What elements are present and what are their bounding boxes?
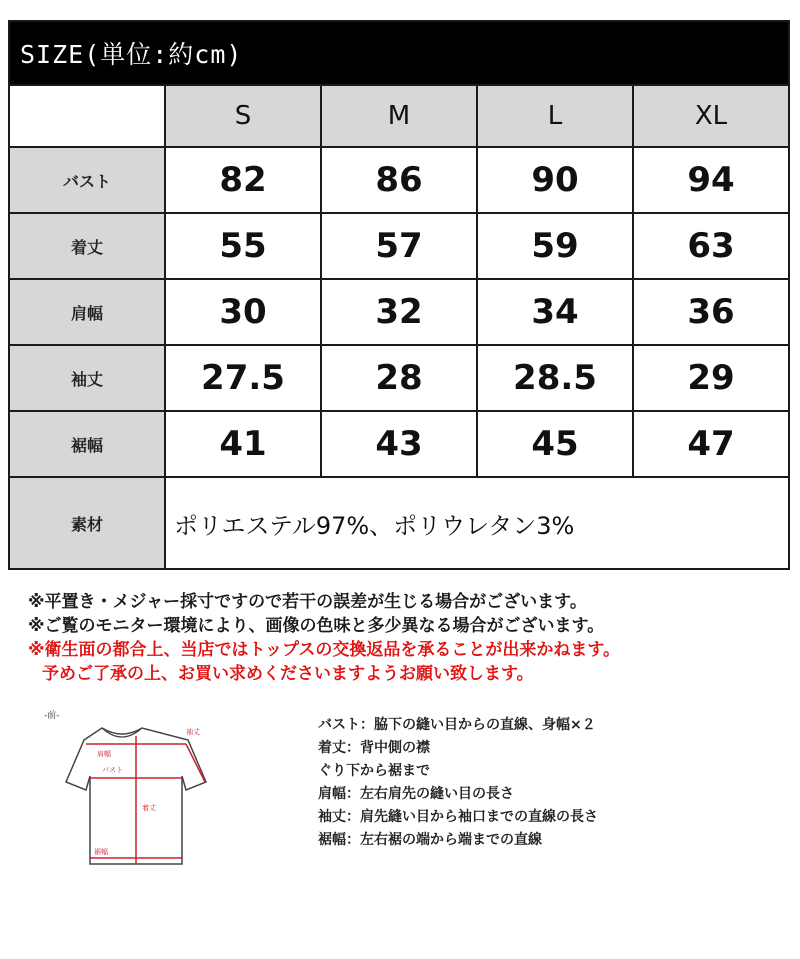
notes	[28, 590, 788, 686]
diagram-bust-label: バスト	[102, 766, 123, 774]
corner-cell	[9, 85, 165, 147]
table-title: SIZE(単位:約cm)	[9, 21, 789, 85]
size-header-xl: XL	[633, 85, 789, 147]
row-label-hem: 裾幅	[9, 411, 165, 477]
definition-sleeve: 袖丈：肩先縫い目から袖口までの直線の長さ	[318, 809, 598, 825]
cell-shoulder-m: 32	[321, 279, 477, 345]
cell-sleeve-s: 27.5	[165, 345, 321, 411]
row-label-bust: バスト	[9, 147, 165, 213]
cell-length-xl: 63	[633, 213, 789, 279]
table-row	[9, 279, 789, 345]
note-monitor: ※ご覧のモニター環境により、画像の色味と多少異なる場合がございます。	[28, 616, 605, 636]
row-label-sleeve: 袖丈	[9, 345, 165, 411]
size-header-l: L	[477, 85, 633, 147]
cell-sleeve-l: 28.5	[477, 345, 633, 411]
table-title-row	[9, 21, 789, 85]
cell-hem-s: 41	[165, 411, 321, 477]
cell-shoulder-xl: 36	[633, 279, 789, 345]
cell-shoulder-l: 34	[477, 279, 633, 345]
table-row	[9, 213, 789, 279]
size-header-m: M	[321, 85, 477, 147]
cell-bust-l: 90	[477, 147, 633, 213]
cell-length-l: 59	[477, 213, 633, 279]
size-table	[8, 20, 790, 570]
note-returns-cont: 予めご了承の上、お買い求めくださいますようお願い致します。	[42, 664, 534, 684]
cell-shoulder-s: 30	[165, 279, 321, 345]
size-header-row	[9, 85, 789, 147]
cell-hem-xl: 47	[633, 411, 789, 477]
diagram-length-label: 着丈	[142, 804, 156, 812]
cell-bust-m: 86	[321, 147, 477, 213]
cell-hem-l: 45	[477, 411, 633, 477]
definition-hem: 裾幅：左右裾の端から端までの直線	[318, 832, 542, 848]
cell-bust-s: 82	[165, 147, 321, 213]
diagram-view-label: -前-	[44, 711, 60, 721]
diagram-sleeve-label: 袖丈	[186, 728, 200, 736]
material-row	[9, 477, 789, 569]
table-row	[9, 345, 789, 411]
material-value: ポリエステル97%、ポリウレタン3%	[165, 477, 789, 569]
definition-bust: バスト：脇下の縫い目からの直線、身幅×２	[318, 717, 596, 733]
diagram-shoulder-label: 肩幅	[97, 750, 111, 758]
cell-sleeve-xl: 29	[633, 345, 789, 411]
row-label-shoulder: 肩幅	[9, 279, 165, 345]
table-row	[9, 147, 789, 213]
cell-length-s: 55	[165, 213, 321, 279]
measurement-definitions	[318, 714, 788, 852]
row-label-material: 素材	[9, 477, 165, 569]
cell-hem-m: 43	[321, 411, 477, 477]
tshirt-diagram	[40, 706, 230, 866]
note-returns: ※衛生面の都合上、当店ではトップスの交換返品を承ることが出来かねます。	[28, 640, 620, 660]
row-label-length: 着丈	[9, 213, 165, 279]
note-measurement: ※平置き・メジャー採寸ですので若干の誤差が生じる場合がございます。	[28, 592, 587, 612]
size-header-s: S	[165, 85, 321, 147]
definition-length: 着丈：背中側の襟	[318, 740, 430, 756]
cell-bust-xl: 94	[633, 147, 789, 213]
table-row	[9, 411, 789, 477]
definition-length-cont: ぐり下から裾まで	[318, 763, 430, 779]
definition-shoulder: 肩幅：左右肩先の縫い目の長さ	[318, 786, 514, 802]
cell-length-m: 57	[321, 213, 477, 279]
cell-sleeve-m: 28	[321, 345, 477, 411]
diagram-hem-label: 裾幅	[94, 848, 108, 856]
tshirt-icon	[40, 706, 230, 866]
